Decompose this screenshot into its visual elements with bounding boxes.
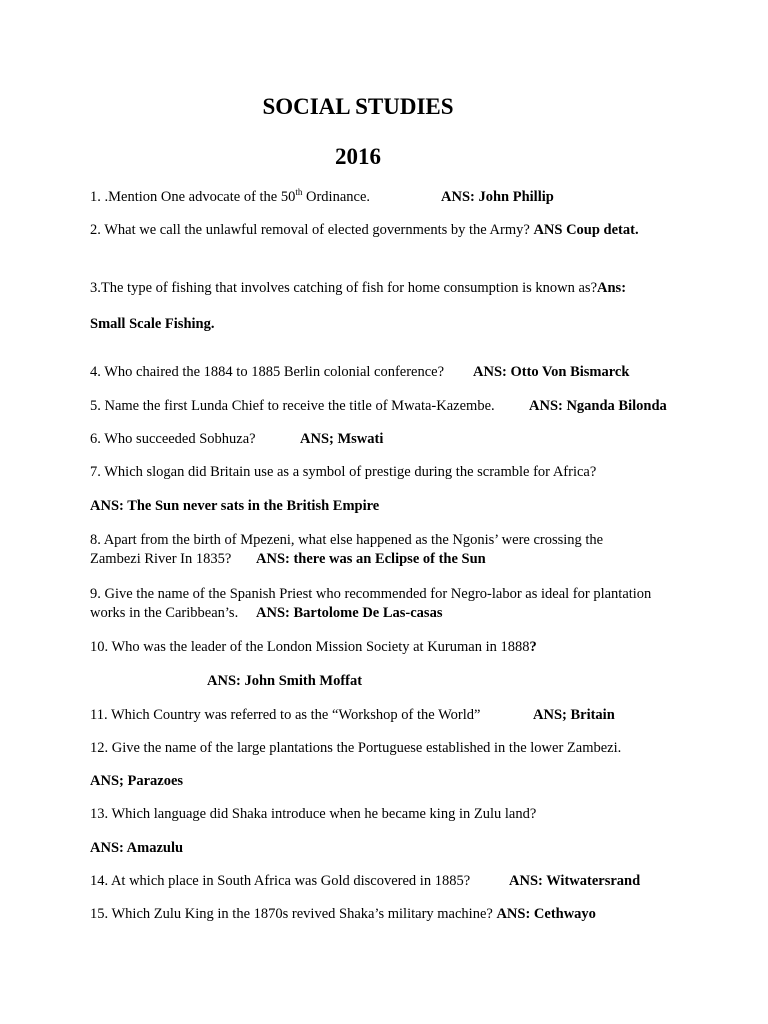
question-9-line-2: works in the Caribbean’s. <box>90 605 239 621</box>
answer-5: ANS: Nganda Bilonda <box>529 398 667 414</box>
answer-4: ANS: Otto Von Bismarck <box>473 364 630 380</box>
question-9-line-1: 9. Give the name of the Spanish Priest who recommended for Negro-labor as ideal for plantation <box>90 586 652 602</box>
question-11: 11. Which Country was referred to as the “Workshop of the World” <box>90 707 481 723</box>
question-5: 5. Name the first Lunda Chief to receive the title of Mwata-Kazembe. <box>90 398 495 414</box>
answer-3-end: Small Scale Fishing. <box>90 316 215 332</box>
question-3 <box>90 279 626 297</box>
answer-14: ANS: Witwatersrand <box>509 873 641 889</box>
answer-8: ANS: there was an Eclipse of the Sun <box>256 551 486 567</box>
question-10-text: 10. Who was the leader of the London Mission Society at Kuruman in 1888 <box>90 639 530 655</box>
question-14: 14. At which place in South Africa was Gold discovered in 1885? <box>90 873 471 889</box>
question-4: 4. Who chaired the 1884 to 1885 Berlin colonial conference? <box>90 364 445 380</box>
question-15 <box>90 905 596 923</box>
answer-2: ANS Coup detat. <box>533 222 639 238</box>
page-year: 2016 <box>335 144 381 169</box>
answer-9: ANS: Bartolome De Las-casas <box>256 605 443 621</box>
question-1 <box>90 188 370 206</box>
answer-3-start: Ans: <box>597 280 627 296</box>
page-title: SOCIAL STUDIES <box>262 94 454 119</box>
question-10-mark: ? <box>529 639 537 655</box>
question-7: 7. Which slogan did Britain use as a symbol of prestige during the scramble for Africa? <box>90 464 597 480</box>
answer-11: ANS; Britain <box>533 707 615 723</box>
question-1-superscript: th <box>295 187 303 198</box>
answer-1: ANS: John Phillip <box>441 189 554 205</box>
question-2 <box>90 221 639 239</box>
question-1-text-end: Ordinance. <box>302 189 371 205</box>
answer-15: ANS: Cethwayo <box>496 906 596 922</box>
answer-13: ANS: Amazulu <box>90 840 184 856</box>
answer-6: ANS; Mswati <box>300 431 384 447</box>
answer-10: ANS: John Smith Moffat <box>207 673 363 689</box>
answer-7: ANS: The Sun never sats in the British Empire <box>90 498 380 514</box>
question-10 <box>90 638 537 656</box>
question-2-text: 2. What we call the unlawful removal of elected governments by the Army? <box>90 222 534 238</box>
question-13: 13. Which language did Shaka introduce when he became king in Zulu land? <box>90 806 537 822</box>
question-12: 12. Give the name of the large plantations the Portuguese established in the lower Zambezi. <box>90 740 622 756</box>
question-8-line-2: Zambezi River In 1835? <box>90 551 232 567</box>
question-1-text-start: 1. .Mention One advocate of the 50 <box>90 189 296 205</box>
question-8-line-1: 8. Apart from the birth of Mpezeni, what else happened as the Ngonis’ were crossing the <box>90 532 604 548</box>
question-15-text: 15. Which Zulu King in the 1870s revived Shaka’s military machine? <box>90 906 497 922</box>
question-3-text: 3.The type of fishing that involves catching of fish for home consumption is known as? <box>90 280 598 296</box>
answer-12: ANS; Parazoes <box>90 773 184 789</box>
question-6: 6. Who succeeded Sobhuza? <box>90 431 256 447</box>
